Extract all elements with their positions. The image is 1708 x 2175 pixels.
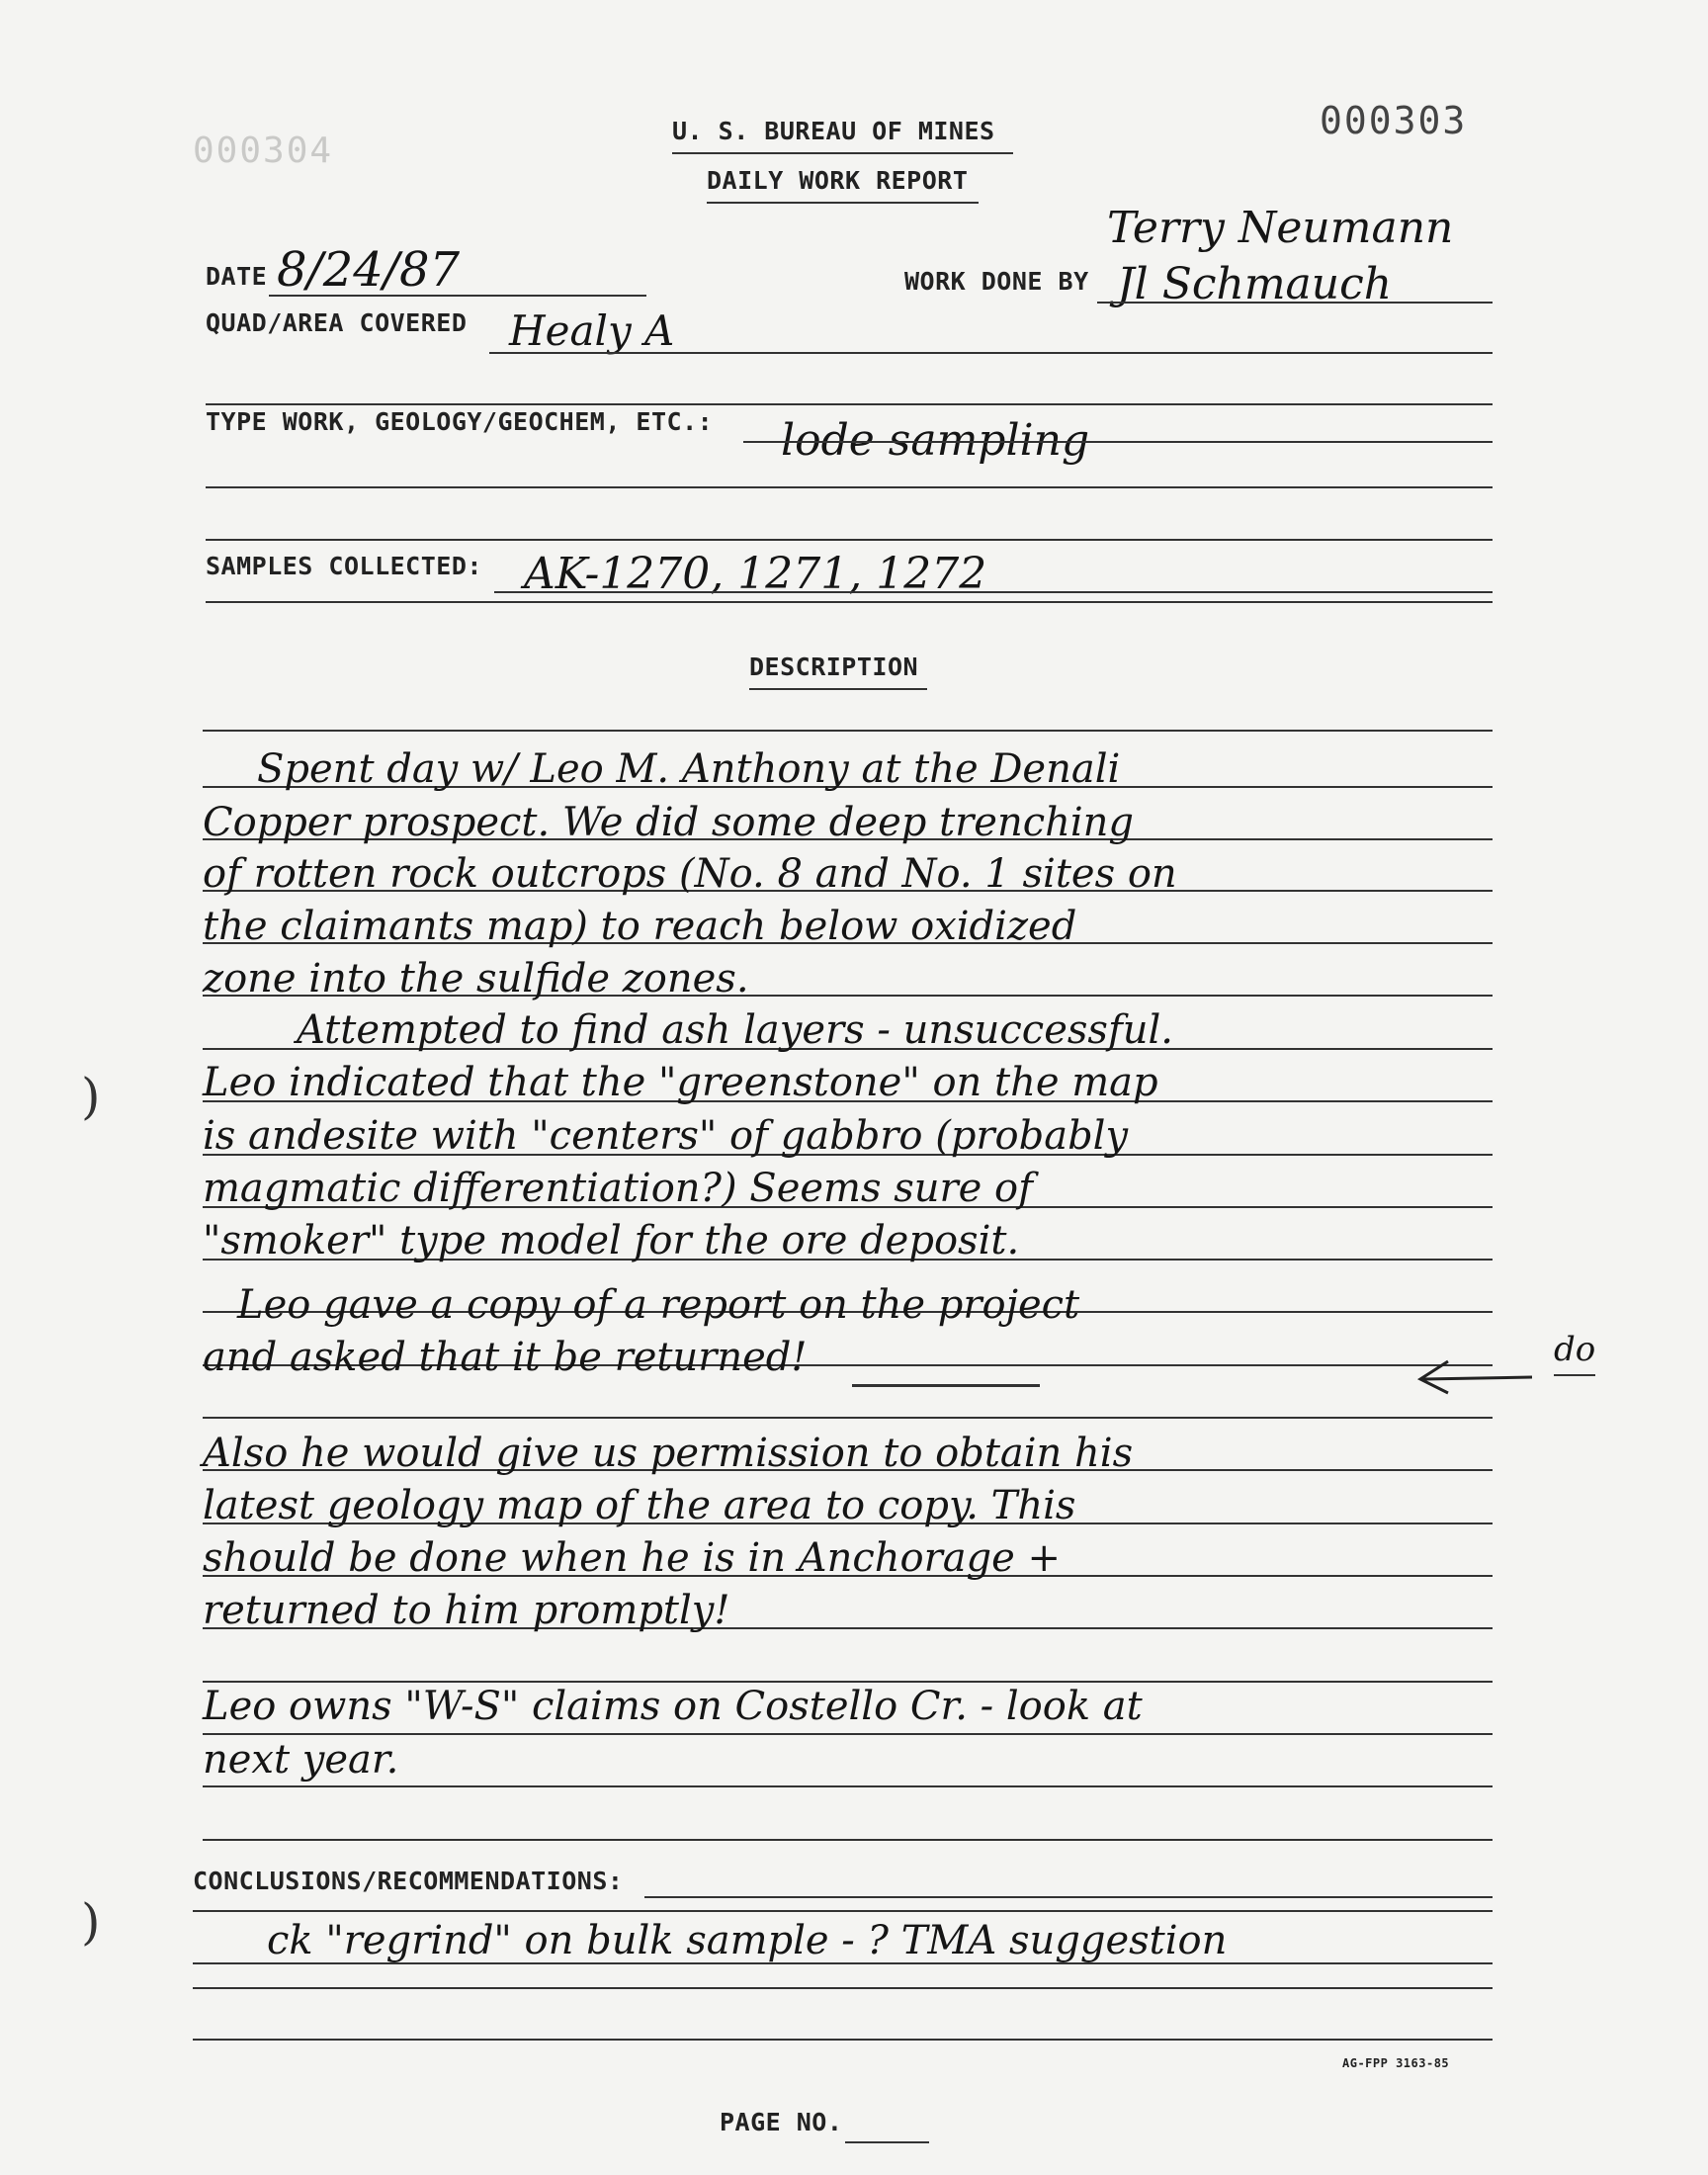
faint-document-number: 000304 [193,130,334,171]
work-done-by-underline [1097,302,1493,304]
report-title-underline [707,202,979,204]
description-line-6: Attempted to find ash layers - unsuccessful. [297,1007,1174,1053]
description-line-15: should be done when he is in Anchorage + [203,1535,1062,1581]
binding-hole-mark: ) [81,1893,101,1951]
margin-note-underline [1554,1374,1595,1376]
description-line-5: zone into the sulfide zones. [203,956,749,1001]
description-line-12: and asked that it be returned! [203,1335,808,1380]
rule [203,730,1493,732]
description-line-11: Leo gave a copy of a report on the project [237,1282,1080,1328]
report-title: DAILY WORK REPORT [707,166,969,195]
description-line-4: the claimants map) to reach below oxidized [203,904,1077,949]
type-work-line-3 [206,539,1493,541]
description-line-17: Leo owns "W-S" claims on Costello Cr. - look at [203,1684,1143,1729]
description-line-16: returned to him promptly! [203,1588,730,1633]
rule [193,2039,1493,2041]
rule [203,1839,1493,1841]
date-underline [269,295,646,297]
rule [203,1733,1493,1735]
work-done-by-name-2: Jl Schmauch [1117,259,1393,309]
type-work-line-2 [206,486,1493,488]
description-line-13: Also he would give us permission to obtain his [203,1431,1134,1476]
samples-underline [494,591,1493,593]
rule [193,1987,1493,1989]
quad-line-2 [206,403,1493,405]
description-line-14: latest geology map of the area to copy. This [203,1483,1076,1528]
date-value: 8/24/87 [277,242,461,298]
quad-underline [489,352,1493,354]
description-line-7: Leo indicated that the "greenstone" on the map [203,1060,1158,1105]
samples-label: SAMPLES COLLECTED: [206,552,482,580]
quad-value: Healy A [509,306,675,355]
agency-title: U. S. BUREAU OF MINES [672,117,995,145]
conclusions-underline [644,1896,1493,1898]
rule [203,1681,1493,1683]
samples-line-2 [206,601,1493,603]
work-done-by-label: WORK DONE BY [904,267,1089,296]
description-line-1: Spent day w/ Leo M. Anthony at the Denali [257,746,1121,792]
work-done-by-name-1: Terry Neumann [1107,203,1454,253]
description-heading: DESCRIPTION [749,652,919,681]
page-number-line [845,2141,929,2143]
type-work-value: lode sampling [781,415,1090,466]
conclusions-label: CONCLUSIONS/RECOMMENDATIONS: [193,1867,624,1895]
conclusions-value: ck "regrind" on bulk sample - ? TMA suggestion [267,1918,1228,1963]
description-line-8: is andesite with "centers" of gabbro (probably [203,1113,1129,1159]
samples-value: AK-1270, 1271, 1272 [524,549,987,599]
type-work-label: TYPE WORK, GEOLOGY/GEOCHEM, ETC.: [206,407,714,436]
date-label: DATE [206,262,268,291]
rule [203,1785,1493,1787]
quad-label: QUAD/AREA COVERED [206,308,468,337]
returned-emphasis-underline [852,1384,1040,1387]
form-code: AG-FPP 3163-85 [1342,2056,1450,2070]
page-number-label: PAGE NO. [720,2108,843,2136]
margin-note: do [1554,1330,1596,1369]
rule [193,1962,1493,1964]
binding-hole-mark: ) [81,1068,101,1125]
rule [203,1417,1493,1419]
description-line-2: Copper prospect. We did some deep trenching [203,800,1135,845]
agency-underline [672,152,1013,154]
description-heading-underline [749,688,927,690]
arrow-left-icon [1409,1349,1537,1399]
description-line-3: of rotten rock outcrops (No. 8 and No. 1 sites on [203,851,1177,897]
description-line-10: "smoker" type model for the ore deposit. [203,1218,1020,1263]
type-work-underline [743,441,1493,443]
document-number: 000303 [1320,99,1468,142]
description-line-18: next year. [203,1737,399,1783]
rule [193,1910,1493,1912]
description-line-9: magmatic differentiation?) Seems sure of [203,1166,1033,1211]
